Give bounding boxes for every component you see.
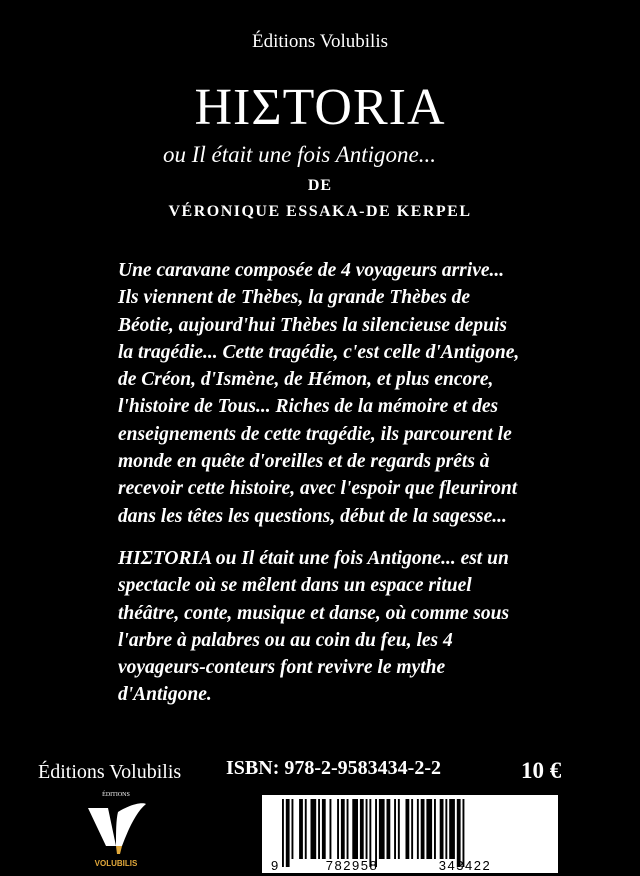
blurb-line: Ils viennent de Thèbes, la grande Thèbes de	[118, 287, 471, 309]
volubilis-logo-icon	[76, 790, 156, 870]
barcode-bar	[463, 799, 465, 867]
blurb-line: spectacle où se mêlent dans un espace rituel	[118, 575, 472, 597]
barcode-graphic	[262, 795, 558, 873]
barcode-bar	[421, 799, 425, 859]
publisher-logo	[76, 790, 156, 870]
barcode-bar	[286, 799, 290, 867]
blurb-line: enseignements de cette tragédie, ils parcourent le	[118, 423, 512, 445]
blurb-line: de Créon, d'Ismène, de Hémon, et plus encore,	[118, 369, 494, 391]
barcode-bar	[398, 799, 400, 859]
barcode-bar	[352, 799, 358, 859]
barcode-bar	[282, 799, 284, 867]
barcode-bar	[360, 799, 364, 859]
blurb-line: monde en quête d'oreilles et de regards prêts à	[118, 451, 490, 473]
barcode-bar	[305, 799, 307, 859]
blurb-line: voyageurs-conteurs font revivre le mythe	[118, 657, 446, 679]
logo-top-text: ÉDITIONS	[102, 792, 130, 798]
book-subtitle: ou Il était une fois Antigone...	[163, 142, 436, 167]
barcode-bar	[449, 799, 455, 859]
barcode-bar	[318, 799, 320, 859]
barcode-bar	[406, 799, 410, 859]
barcode-bar	[369, 799, 371, 867]
barcode-bar	[322, 799, 326, 859]
publisher-name-top: Éditions Volubilis	[251, 31, 389, 52]
barcode-bar	[347, 799, 349, 859]
barcode-bar	[375, 799, 377, 867]
blurb-line: d'Antigone.	[118, 684, 212, 706]
barcode-bar	[417, 799, 419, 859]
barcode-bar	[337, 799, 339, 859]
barcode-bar	[330, 799, 332, 859]
barcode-bar	[445, 799, 447, 859]
blurb-paragraph-2	[118, 545, 598, 709]
book-title: HIΣTORIA	[194, 79, 446, 136]
isbn-label: ISBN: 978-2-9583434-2-2	[226, 757, 441, 779]
barcode-bar	[387, 799, 391, 859]
barcode-bar	[426, 799, 432, 859]
barcode-bar	[379, 799, 385, 859]
author-name: VÉRONIQUE ESSAKA-DE KERPEL	[168, 203, 472, 220]
blurb-paragraph-1	[118, 257, 598, 530]
barcode-bar	[366, 799, 368, 859]
barcode-bar	[311, 799, 317, 859]
blurb-line: la tragédie... Cette tragédie, c'est celle d'Antigone,	[118, 341, 520, 363]
barcode-bar	[394, 799, 396, 859]
barcode-bar	[440, 799, 444, 859]
barcode-bar	[434, 799, 436, 859]
barcode-bar	[457, 799, 461, 867]
blurb-line: Béotie, aujourd'hui Thèbes la silencieuse depuis	[118, 314, 507, 336]
logo-stem	[116, 846, 122, 854]
blurb-line: l'histoire de Tous... Riches de la mémoire et des	[118, 396, 499, 418]
blurb-line: théâtre, conte, musique et danse, où comme sous	[118, 602, 510, 624]
barcode-bar	[341, 799, 345, 859]
blurb-line: Une caravane composée de 4 voyageurs arrive...	[118, 260, 505, 281]
publisher-name-bottom: Éditions Volubilis	[38, 761, 182, 783]
logo-left-petal	[88, 808, 116, 846]
barcode-digits-right: 343422	[438, 858, 492, 873]
price-label: 10 €	[521, 758, 562, 783]
blurb-line: HIΣTORIA ou Il était une fois Antigone... est un	[118, 548, 509, 569]
barcode-digits-left: 782958	[325, 858, 379, 873]
barcode-bar	[299, 799, 303, 859]
barcode-bar	[411, 799, 413, 859]
logo-right-petal	[116, 803, 146, 846]
logo-bottom-text: VOLUBILIS	[94, 859, 138, 868]
blurb-line: dans les têtes les questions, début de la sagesse...	[118, 505, 507, 527]
blurb-line: recevoir cette histoire, avec l'espoir que fleuriront	[118, 478, 518, 500]
barcode-bar	[292, 799, 294, 859]
barcode-digit-first: 9	[271, 858, 279, 873]
author-preposition: DE	[307, 177, 333, 194]
isbn-barcode	[262, 795, 558, 873]
blurb-line: l'arbre à palabres ou au coin du feu, les 4	[118, 629, 453, 651]
